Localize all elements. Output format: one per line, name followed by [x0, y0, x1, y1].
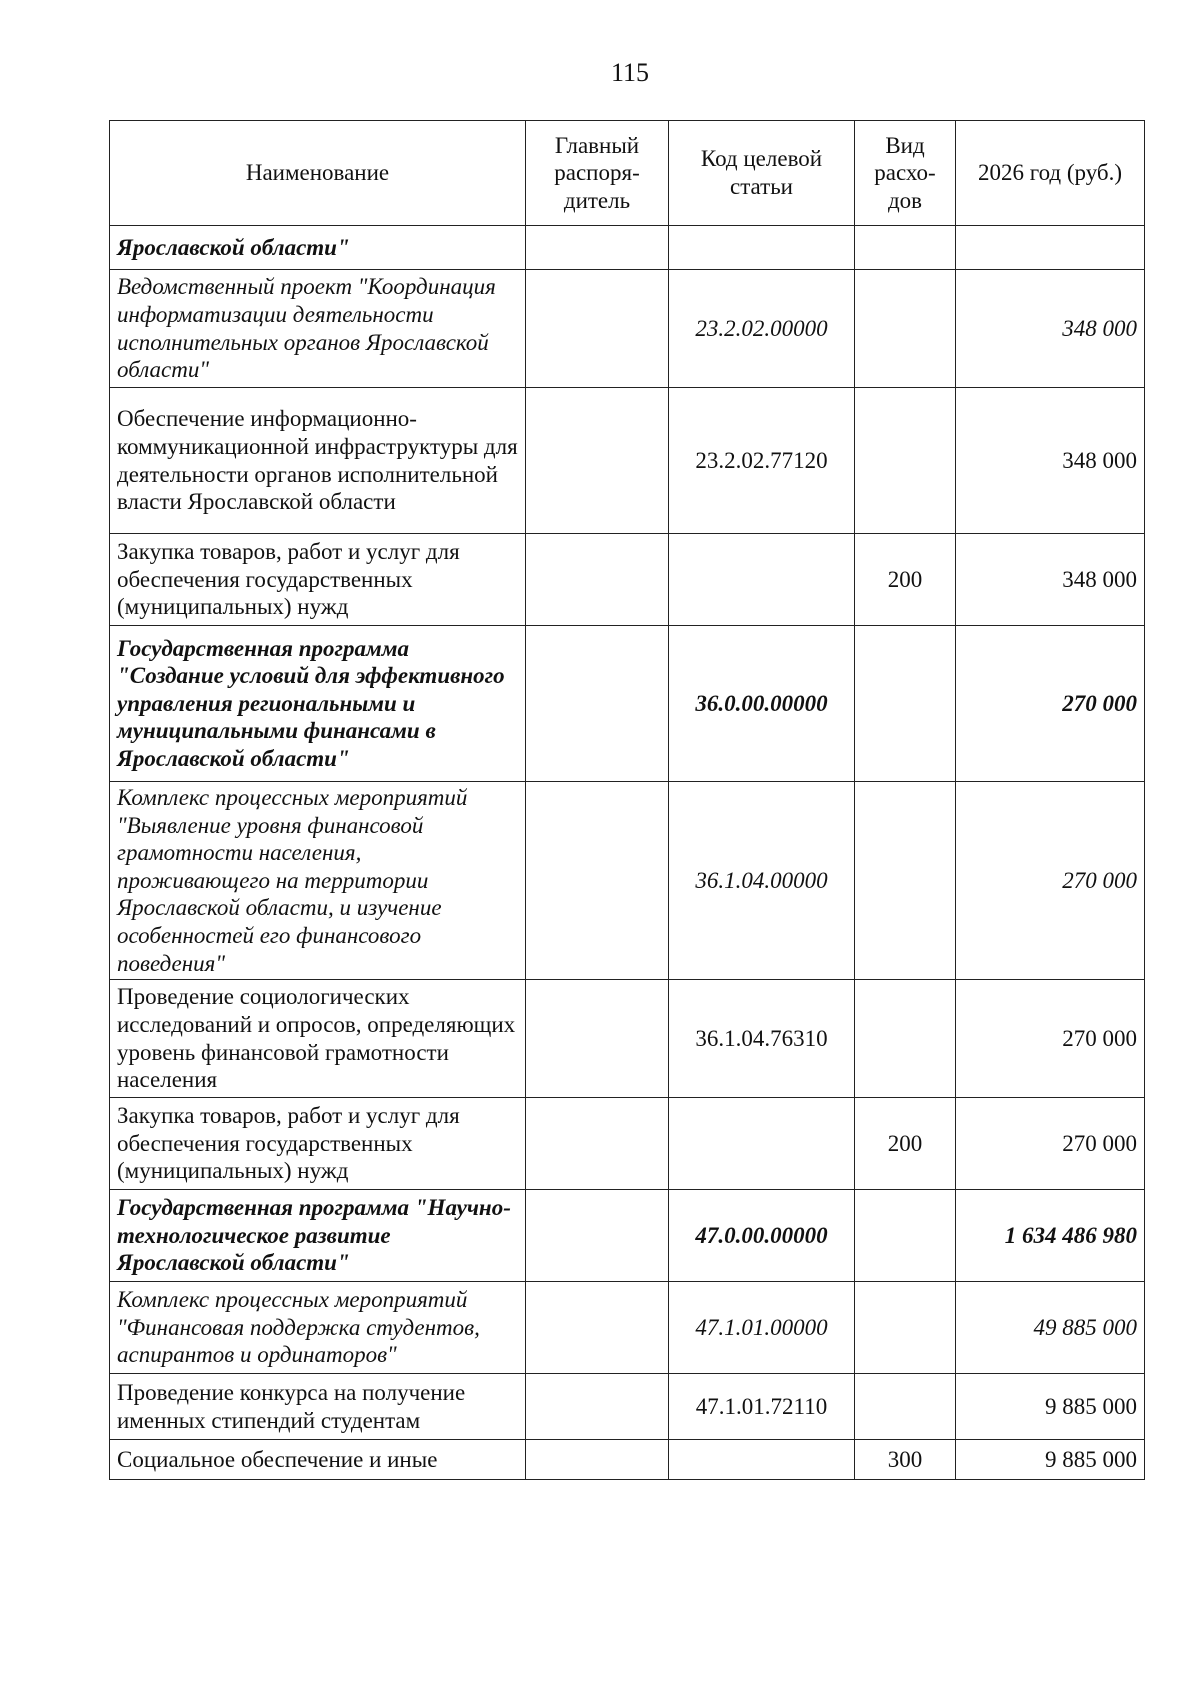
- table-row: [110, 626, 1145, 782]
- table-row: [110, 1282, 1145, 1374]
- cell-amount: 348 000: [956, 270, 1145, 388]
- cell-glavny: [526, 782, 669, 980]
- table-row: [110, 270, 1145, 388]
- cell-glavny: [526, 270, 669, 388]
- cell-name: Комплекс процессных мероприятий "Финансовая поддержка студентов, аспирантов и ординаторов": [110, 1282, 526, 1374]
- cell-glavny: [526, 226, 669, 270]
- cell-amount: 1 634 486 980: [956, 1190, 1145, 1282]
- cell-vid: [855, 226, 956, 270]
- page-number: 115: [610, 58, 650, 87]
- cell-amount: 348 000: [956, 388, 1145, 534]
- cell-code: 23.2.02.00000: [669, 270, 855, 388]
- cell-amount: [956, 226, 1145, 270]
- header-glavny: Главный распоря-дитель: [526, 121, 669, 226]
- cell-vid: [855, 270, 956, 388]
- cell-amount: 348 000: [956, 534, 1145, 626]
- table-row: [110, 1190, 1145, 1282]
- cell-amount: 270 000: [956, 782, 1145, 980]
- table-row: [110, 1098, 1145, 1190]
- cell-code: [669, 1440, 855, 1480]
- cell-glavny: [526, 980, 669, 1098]
- header-vid: Вид расхо-дов: [855, 121, 956, 226]
- header-year: 2026 год (руб.): [956, 121, 1145, 226]
- cell-name: Закупка товаров, работ и услуг для обеспечения государственных (муниципальных) нужд: [110, 1098, 526, 1190]
- table-row: [110, 388, 1145, 534]
- cell-name: Обеспечение информационно-коммуникационной инфраструктуры для деятельности органов исполнительной власти Ярославской области: [110, 388, 526, 534]
- table-row: [110, 980, 1145, 1098]
- table-row: [110, 534, 1145, 626]
- table-row: [110, 226, 1145, 270]
- cell-amount: 270 000: [956, 980, 1145, 1098]
- cell-name: Ярославской области": [110, 226, 526, 270]
- cell-name: Проведение социологических исследований и опросов, определяющих уровень финансовой грамотности населения: [110, 980, 526, 1098]
- cell-amount: 9 885 000: [956, 1440, 1145, 1480]
- header-kod: Код целевой статьи: [669, 121, 855, 226]
- cell-glavny: [526, 1282, 669, 1374]
- cell-glavny: [526, 626, 669, 782]
- cell-vid: 300: [855, 1440, 956, 1480]
- cell-name: Проведение конкурса на получение именных стипендий студентам: [110, 1374, 526, 1440]
- cell-name: Ведомственный проект "Координация информатизации деятельности исполнительных органов Ярославской области": [110, 270, 526, 388]
- table-body: [110, 226, 1145, 1480]
- cell-code: [669, 226, 855, 270]
- cell-code: 47.0.00.00000: [669, 1190, 855, 1282]
- cell-amount: 270 000: [956, 626, 1145, 782]
- table-row: [110, 782, 1145, 980]
- cell-glavny: [526, 1374, 669, 1440]
- cell-code: [669, 1098, 855, 1190]
- cell-name: Комплекс процессных мероприятий "Выявление уровня финансовой грамотности населения, проживающего на территории Ярославской области, и изучение особенностей его финансового поведения": [110, 782, 526, 980]
- cell-glavny: [526, 534, 669, 626]
- table-row: [110, 1374, 1145, 1440]
- cell-glavny: [526, 1190, 669, 1282]
- cell-name: Государственная программа "Научно-технологическое развитие Ярославской области": [110, 1190, 526, 1282]
- cell-code: 47.1.01.72110: [669, 1374, 855, 1440]
- cell-vid: [855, 782, 956, 980]
- cell-amount: 49 885 000: [956, 1282, 1145, 1374]
- cell-vid: 200: [855, 1098, 956, 1190]
- cell-amount: 270 000: [956, 1098, 1145, 1190]
- cell-name: Социальное обеспечение и иные: [110, 1440, 526, 1480]
- cell-name: Закупка товаров, работ и услуг для обеспечения государственных (муниципальных) нужд: [110, 534, 526, 626]
- cell-vid: [855, 980, 956, 1098]
- cell-code: [669, 534, 855, 626]
- table-header-row: [110, 121, 1145, 226]
- budget-table: [109, 120, 1145, 1480]
- cell-vid: [855, 388, 956, 534]
- cell-vid: [855, 1282, 956, 1374]
- cell-code: 36.1.04.00000: [669, 782, 855, 980]
- cell-code: 36.0.00.00000: [669, 626, 855, 782]
- cell-code: 23.2.02.77120: [669, 388, 855, 534]
- header-name: Наименование: [110, 121, 526, 226]
- table-row: [110, 1440, 1145, 1480]
- cell-name: Государственная программа "Создание условий для эффективного управления региональными и муниципальными финансами в Ярославской области": [110, 626, 526, 782]
- cell-glavny: [526, 1440, 669, 1480]
- cell-glavny: [526, 1098, 669, 1190]
- cell-code: 47.1.01.00000: [669, 1282, 855, 1374]
- cell-vid: [855, 1190, 956, 1282]
- cell-vid: [855, 1374, 956, 1440]
- cell-vid: [855, 626, 956, 782]
- cell-amount: 9 885 000: [956, 1374, 1145, 1440]
- cell-code: 36.1.04.76310: [669, 980, 855, 1098]
- cell-vid: 200: [855, 534, 956, 626]
- cell-glavny: [526, 388, 669, 534]
